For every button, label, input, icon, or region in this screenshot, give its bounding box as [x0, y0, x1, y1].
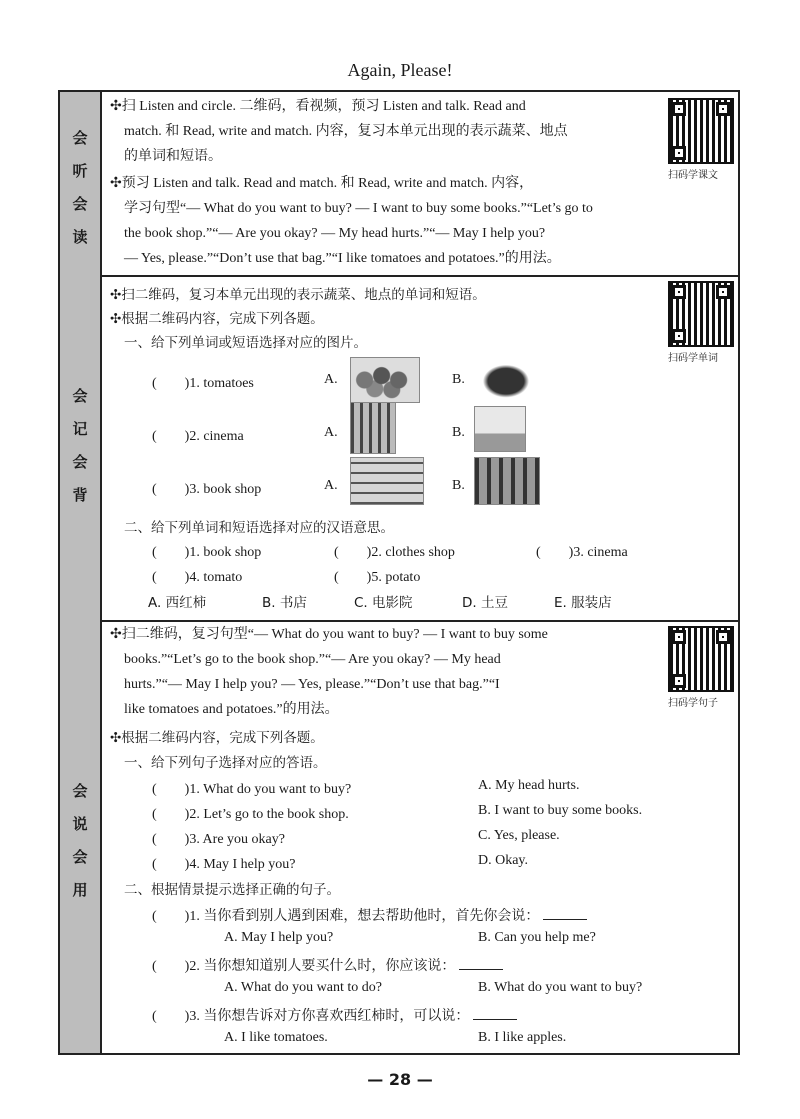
- side-char: 读: [72, 228, 88, 246]
- question-item: ( )4. May I help you?: [152, 857, 296, 872]
- answer-option: B. 书店: [262, 595, 307, 611]
- side-char: 说: [72, 815, 88, 833]
- qr-caption: 扫码学单词: [668, 353, 718, 364]
- text-line: ✣预习 Listen and talk. Read and match. 和 Read, write and match. 内容，: [110, 176, 534, 191]
- section-remember-recite: [60, 275, 738, 622]
- park-image[interactable]: [474, 406, 526, 452]
- question-item: ( )3. cinema: [536, 545, 628, 560]
- option-label: A.: [324, 478, 338, 493]
- question-item: ( )3. Are you okay?: [152, 832, 285, 847]
- side-char: 会: [72, 387, 88, 405]
- book-shop-image[interactable]: [350, 457, 424, 505]
- cinema-image[interactable]: [350, 402, 396, 454]
- answer-option: D. 土豆: [462, 595, 508, 611]
- text-line: 学习句型“— What do you want to buy? — I want to buy some books.”“Let’s go to: [124, 201, 593, 216]
- question-item: ( )4. tomato: [152, 570, 243, 585]
- text-line: ✣扫二维码，复习句型“— What do you want to buy? — I want to buy some: [110, 627, 548, 642]
- section-speak-use: [60, 620, 738, 1053]
- shop-aisle-image[interactable]: [474, 457, 540, 505]
- question-item: ( )2. 当你想知道别人要买什么时，你应该说：: [152, 955, 503, 975]
- question-item: ( )5. potato: [334, 570, 421, 585]
- page-title: Again, Please!: [347, 60, 453, 80]
- tomatoes-basket-image[interactable]: [350, 357, 420, 403]
- answer-option: A. May I help you?: [224, 930, 334, 945]
- option-label: A.: [324, 425, 338, 440]
- qr-caption: 扫码学课文: [668, 170, 718, 181]
- question-item: ( )1. What do you want to buy?: [152, 782, 352, 797]
- question-item: ( )2. cinema: [152, 429, 244, 444]
- qr-code-icon[interactable]: [668, 98, 734, 164]
- side-char: 背: [72, 486, 88, 504]
- side-char: 会: [72, 195, 88, 213]
- text-line: the book shop.”“— Are you okay? — My head hurts.”“— May I help you?: [124, 226, 546, 241]
- instruction: ✣根据二维码内容，完成下列各题。: [110, 311, 324, 327]
- qr-code-icon[interactable]: [668, 626, 734, 692]
- answer-option: C. Yes, please.: [478, 828, 560, 843]
- answer-option: A. My head hurts.: [478, 778, 580, 793]
- instruction: ✣根据二维码内容，完成下列各题。: [110, 730, 324, 746]
- answer-option: B. I like apples.: [478, 1030, 567, 1045]
- option-label: B.: [452, 372, 465, 387]
- question-item: ( )1. tomatoes: [152, 376, 254, 391]
- exercise-table: [58, 90, 740, 1055]
- option-label: B.: [452, 425, 465, 440]
- side-char: 会: [72, 129, 88, 147]
- side-char: 会: [72, 782, 88, 800]
- page-number: — 28 —: [367, 1070, 433, 1089]
- part-title: 一、给下列句子选择对应的答语。: [124, 755, 327, 771]
- answer-option: D. Okay.: [478, 853, 529, 868]
- side-char: 会: [72, 453, 88, 471]
- section-label-speak-use: [60, 620, 102, 1053]
- side-char: 听: [72, 162, 88, 180]
- question-item: ( )1. 当你看到别人遇到困难，想去帮助他时，首先你会说：: [152, 905, 587, 925]
- tomato-image[interactable]: [472, 357, 540, 401]
- side-char: 用: [72, 881, 88, 899]
- text-line: match. 和 Read, write and match. 内容，复习本单元出现的表示蔬菜、地点: [124, 124, 568, 139]
- question-item: ( )3. book shop: [152, 482, 262, 497]
- question-item: ( )3. 当你想告诉对方你喜欢西红柿时，可以说：: [152, 1005, 517, 1025]
- text-line: — Yes, please.”“Don’t use that bag.”“I like tomatoes and potatoes.”的用法。: [124, 251, 561, 266]
- text-line: like tomatoes and potatoes.”的用法。: [124, 702, 339, 717]
- instruction: ✣扫二维码，复习本单元出现的表示蔬菜、地点的单词和短语。: [110, 287, 486, 303]
- answer-option: A. I like tomatoes.: [224, 1030, 328, 1045]
- text-line: books.”“Let’s go to the book shop.”“— Are you okay? — My head: [124, 652, 501, 667]
- text-line: hurts.”“— May I help you? — Yes, please.”“Don’t use that bag.”“I: [124, 677, 500, 692]
- part-title: 二、给下列单词和短语选择对应的汉语意思。: [124, 520, 394, 536]
- part-title: 二、根据情景提示选择正确的句子。: [124, 882, 340, 898]
- option-label: A.: [324, 372, 338, 387]
- answer-option: A. 西红柿: [148, 595, 207, 611]
- side-char: 会: [72, 848, 88, 866]
- answer-option: B. I want to buy some books.: [478, 803, 643, 818]
- section-listen-read: [60, 92, 738, 277]
- answer-option: A. What do you want to do?: [224, 980, 382, 995]
- answer-option: E. 服装店: [554, 595, 612, 611]
- question-item: ( )2. Let’s go to the book shop.: [152, 807, 349, 822]
- question-item: ( )2. clothes shop: [334, 545, 455, 560]
- answer-option: B. What do you want to buy?: [478, 980, 643, 995]
- section-label-listen-read: [60, 92, 102, 275]
- answer-option: C. 电影院: [354, 595, 413, 611]
- question-item: ( )1. book shop: [152, 545, 262, 560]
- side-char: 记: [72, 420, 88, 438]
- text-line: ✣扫 Listen and circle. 二维码，看视频，预习 Listen and talk. Read and: [110, 99, 526, 114]
- option-label: B.: [452, 478, 465, 493]
- answer-option: B. Can you help me?: [478, 930, 596, 945]
- section-label-remember-recite: [60, 275, 102, 620]
- qr-code-icon[interactable]: [668, 281, 734, 347]
- qr-caption: 扫码学句子: [668, 698, 718, 709]
- part-title: 一、给下列单词或短语选择对应的图片。: [124, 335, 367, 351]
- text-line: 的单词和短语。: [124, 149, 222, 164]
